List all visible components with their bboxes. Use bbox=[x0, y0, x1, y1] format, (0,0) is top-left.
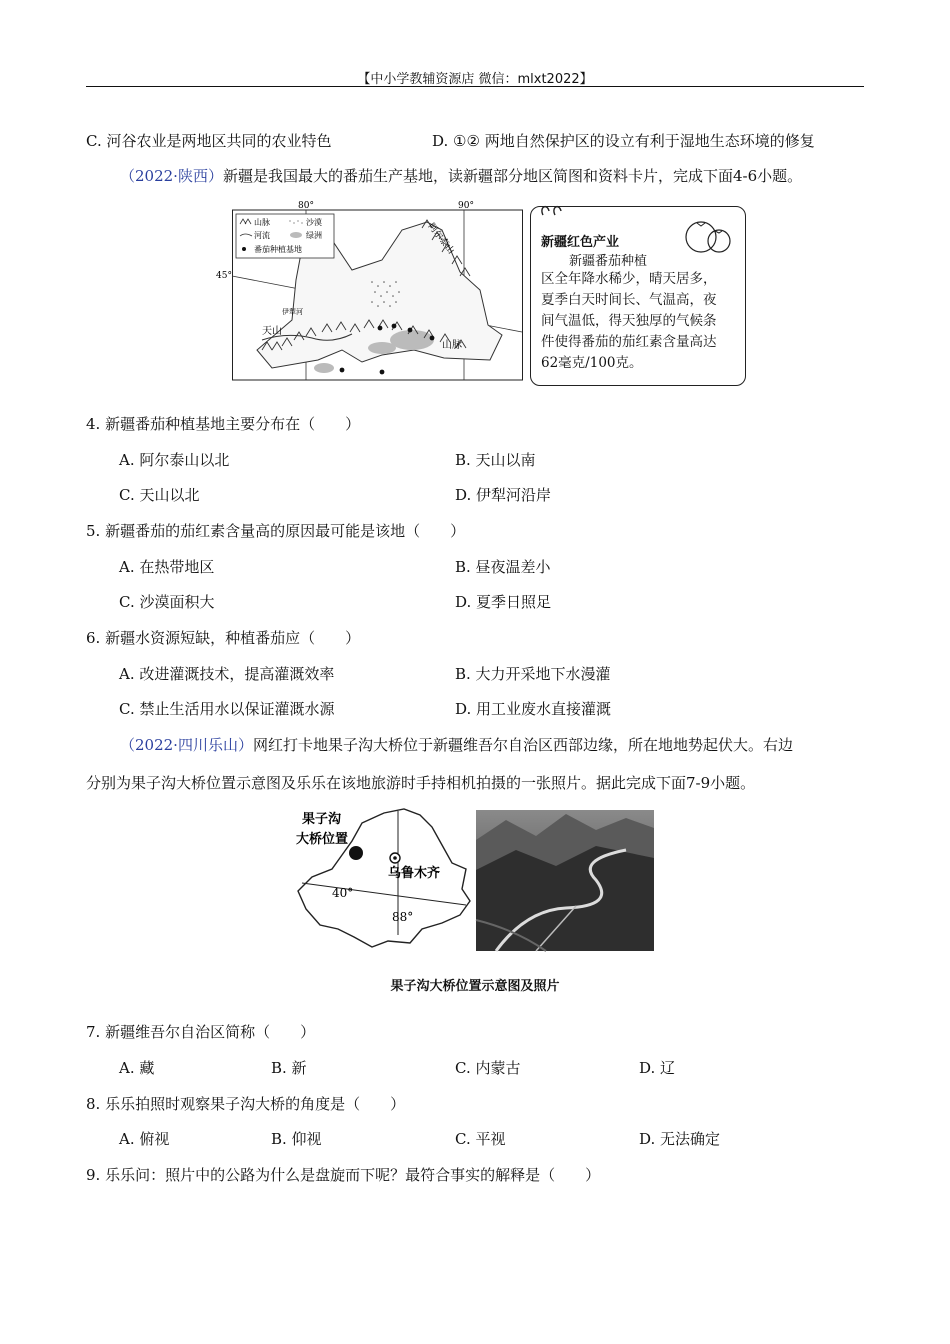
card-body-line: 区全年降水稀少，晴天居多， bbox=[541, 271, 717, 287]
intro-1-source: （2022·陕西） bbox=[120, 167, 223, 185]
guozigou-location-map bbox=[292, 805, 472, 955]
lat-label-45: 45° bbox=[216, 271, 232, 281]
lon-label-80: 80° bbox=[298, 201, 314, 211]
q8-option-c: C. 平视 bbox=[455, 1130, 506, 1148]
prev-option-d: D. ①② 两地自然保护区的设立有利于湿地生态环境的修复 bbox=[432, 132, 815, 150]
urumqi-label: 乌鲁木齐 bbox=[388, 866, 441, 881]
legend-mountain: 山脉 bbox=[254, 218, 270, 227]
q7-option-a: A. 藏 bbox=[119, 1059, 155, 1077]
q6-stem: 6. 新疆水资源短缺，种植番茄应（ ） bbox=[86, 629, 361, 647]
card-body bbox=[541, 269, 717, 374]
prev-option-c: C. 河谷农业是两地区共同的农业特色 bbox=[86, 132, 332, 150]
binder-rings-icon bbox=[537, 201, 567, 221]
q7-option-c: C. 内蒙古 bbox=[455, 1059, 521, 1077]
figure-caption: 果子沟大桥位置示意图及照片 bbox=[390, 979, 560, 994]
bridge-photo bbox=[476, 810, 654, 951]
q8-option-a: A. 俯视 bbox=[119, 1130, 170, 1148]
q4-option-c: C. 天山以北 bbox=[119, 486, 200, 504]
intro-2-text-1: 网红打卡地果子沟大桥位于新疆维吾尔自治区西部边缘，所在地地势起伏大。右边 bbox=[252, 736, 793, 754]
q6-option-b: B. 大力开采地下水漫灌 bbox=[455, 665, 611, 683]
q7-option-d: D. 辽 bbox=[639, 1059, 676, 1077]
info-card bbox=[530, 206, 746, 386]
q6-option-a: A. 改进灌溉技术，提高灌溉效率 bbox=[119, 665, 335, 683]
page-header: 【中小学教辅资源店 微信：mlxt2022】 bbox=[357, 72, 593, 87]
intro-2-source: （2022·四川乐山） bbox=[120, 736, 253, 754]
legend-desert: 沙漠 bbox=[306, 218, 322, 227]
legend-oasis: 绿洲 bbox=[306, 231, 322, 240]
q4-option-d: D. 伊犁河沿岸 bbox=[455, 486, 552, 504]
intro-2-line-1 bbox=[120, 734, 793, 755]
q7-stem: 7. 新疆维吾尔自治区简称（ ） bbox=[86, 1023, 316, 1041]
lon-label-90: 90° bbox=[458, 201, 474, 211]
label-mountain-range: 山脉 bbox=[442, 340, 462, 351]
bridge-label-2: 大桥位置 bbox=[296, 832, 349, 847]
card-title: 新疆红色产业 bbox=[541, 235, 620, 250]
q5-stem: 5. 新疆番茄的茄红素含量高的原因最可能是该地（ ） bbox=[86, 522, 466, 540]
q5-option-b: B. 昼夜温差小 bbox=[455, 558, 551, 576]
lon-label-88: 88° bbox=[392, 910, 414, 924]
bridge-label-1: 果子沟 bbox=[302, 812, 342, 827]
q8-option-b: B. 仰视 bbox=[271, 1130, 322, 1148]
label-ili-river: 伊犁河 bbox=[282, 308, 303, 316]
q6-option-d: D. 用工业废水直接灌溉 bbox=[455, 700, 612, 718]
card-subtitle: 新疆番茄种植 bbox=[569, 254, 648, 269]
header-rule bbox=[86, 86, 864, 87]
intro-1-text: 新疆是我国最大的番茄生产基地，读新疆部分地区简图和资料卡片，完成下面4-6小题。 bbox=[222, 167, 803, 185]
q6-option-c: C. 禁止生活用水以保证灌溉水源 bbox=[119, 700, 335, 718]
card-body-line: 62毫克/100克。 bbox=[541, 355, 643, 371]
q5-option-a: A. 在热带地区 bbox=[119, 558, 215, 576]
bridge-location-marker bbox=[349, 846, 363, 860]
lat-label-40: 40° bbox=[332, 886, 354, 900]
tomato-icon bbox=[679, 211, 735, 255]
card-body-line: 间气温低，得天独厚的气候条 bbox=[541, 313, 717, 329]
q4-option-b: B. 天山以南 bbox=[455, 451, 536, 469]
legend-tomato-base: 番茄种植基地 bbox=[254, 245, 302, 254]
card-body-line: 夏季白天时间长、气温高，夜 bbox=[541, 292, 717, 308]
label-altai: 阿尔泰山 bbox=[425, 221, 456, 257]
q4-option-a: A. 阿尔泰山以北 bbox=[119, 451, 230, 469]
q9-stem: 9. 乐乐问：照片中的公路为什么是盘旋而下呢？最符合事实的解释是（ ） bbox=[86, 1166, 601, 1184]
intro-1 bbox=[120, 165, 802, 186]
q8-option-d: D. 无法确定 bbox=[639, 1130, 721, 1148]
q7-option-b: B. 新 bbox=[271, 1059, 307, 1077]
q5-option-c: C. 沙漠面积大 bbox=[119, 593, 215, 611]
xinjiang-partial-map bbox=[216, 200, 524, 382]
q8-stem: 8. 乐乐拍照时观察果子沟大桥的角度是（ ） bbox=[86, 1095, 406, 1113]
legend-river: 河流 bbox=[254, 231, 270, 240]
q4-stem: 4. 新疆番茄种植基地主要分布在（ ） bbox=[86, 415, 361, 433]
q5-option-d: D. 夏季日照足 bbox=[455, 593, 552, 611]
intro-2-line-2: 分别为果子沟大桥位置示意图及乐乐在该地旅游时手持相机拍摄的一张照片。据此完成下面7-9小题。 bbox=[86, 774, 756, 792]
label-tianshan: 天山 bbox=[262, 326, 282, 337]
card-body-line: 件使得番茄的茄红素含量高达 bbox=[541, 334, 717, 350]
